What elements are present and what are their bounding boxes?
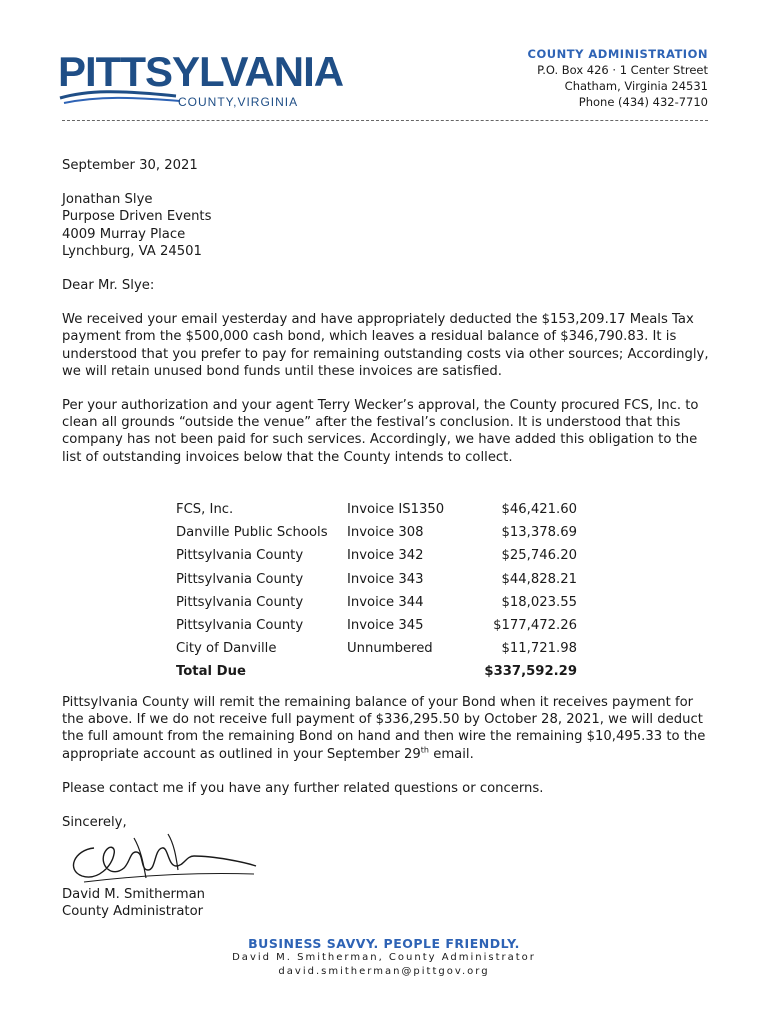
payee-cell: Pittsylvania County [176,618,304,634]
ordinal-suffix: th [420,745,430,755]
recipient-block [62,191,712,260]
invoice-cell: Invoice 345 [347,618,424,634]
signer-block [62,886,205,920]
payee-cell: Danville Public Schools [176,525,328,541]
amount-cell: $177,472.26 [493,618,577,634]
footer-administrator: David M. Smitherman, County Administrator [232,952,536,963]
amount-cell: $25,746.20 [501,548,577,564]
payee-cell: Pittsylvania County [176,594,304,610]
total-amount: $337,592.29 [484,664,577,680]
paragraph-3-end: email. [429,746,474,762]
invoice-cell: Invoice 308 [347,525,424,541]
table-row [176,568,577,591]
office-name: COUNTY ADMINISTRATION [527,47,708,61]
signer-name: David M. Smitherman [62,887,206,902]
city-line: Chatham, Virginia 24531 [564,79,708,93]
header-divider [62,120,708,121]
payee-cell: City of Danville [176,641,277,657]
total-label: Total Due [176,664,246,680]
table-row [176,637,577,660]
letterhead-address [528,46,708,110]
invoice-cell: Invoice 343 [347,571,424,587]
paragraph-4: Please contact me if you have any further related questions or concerns. [62,780,544,796]
paragraph-3 [62,694,712,763]
salutation: Dear Mr. Slye: [62,278,155,294]
table-row [176,591,577,614]
footer [0,936,768,979]
payee-cell: Pittsylvania County [176,571,304,587]
amount-cell: $13,378.69 [501,525,577,541]
recipient-name: Jonathan Slye [62,192,153,208]
total-row [176,660,577,683]
phone: Phone (434) 432-7710 [578,95,708,109]
table-row [176,544,577,567]
logo-wordmark: PITTSYLVANIA [58,48,344,95]
amount-cell: $18,023.55 [501,594,577,610]
letter-date: September 30, 2021 [62,158,198,173]
paragraph-2: Per your authorization and your agent Terry Wecker’s approval, the County procured FCS, Inc. to clean all grounds “outside the venue” after the festival’s conclusion. It is understood that this company has not been paid for such services. Accordingly, we have added this obligation to the list of outstanding invoices below that the County intends to collect. [62,398,699,465]
recipient-city: Lynchburg, VA 24501 [62,243,202,259]
closing: Sincerely, [62,815,127,831]
invoice-cell: Invoice 344 [347,594,424,610]
amount-cell: $44,828.21 [501,571,577,587]
invoice-cell: Unnumbered [347,641,433,657]
invoice-cell: Invoice 342 [347,548,424,564]
paragraph-3-text: Pittsylvania County will remit the remaining balance of your Bond when it receives payment for the above. If we do not receive full payment of $336,295.50 by October 28, 2021, we will deduct the full amount from the remaining Bond on hand and then wire the remaining $10,495.33 to the appropriate account as outlined in your September 29 [62,695,706,762]
logo-subtitle: COUNTY,VIRGINIA [178,95,299,109]
signer-title: County Administrator [62,904,204,920]
logo-wave-icon [58,86,188,108]
table-row [176,614,577,637]
footer-tagline: BUSINESS SAVVY. PEOPLE FRIENDLY. [248,936,520,951]
letter-body [62,157,712,483]
table-row [176,498,577,521]
table-row [176,521,577,544]
invoice-table [176,498,577,684]
county-logo [58,48,344,112]
payee-cell: FCS, Inc. [176,502,234,518]
recipient-street: 4009 Murray Place [62,226,186,242]
paragraph-1: We received your email yesterday and have appropriately deducted the $153,209.17 Meals Tax payment from the $500,000 cash bond, which leaves a residual balance of $346,790.83. It is understood that you prefer to pay for remaining outstanding costs via other sources; Accordingly, we will retain unused bond funds until these invoices are satisfied. [62,312,709,379]
invoice-cell: Invoice IS1350 [347,502,445,518]
recipient-company: Purpose Driven Events [62,209,212,225]
amount-cell: $46,421.60 [501,502,577,518]
amount-cell: $11,721.98 [501,641,577,657]
payee-cell: Pittsylvania County [176,548,304,564]
handwritten-signature [64,826,264,886]
po-box: P.O. Box 426 · 1 Center Street [537,63,708,77]
footer-email: david.smitherman@pittgov.org [278,966,490,977]
